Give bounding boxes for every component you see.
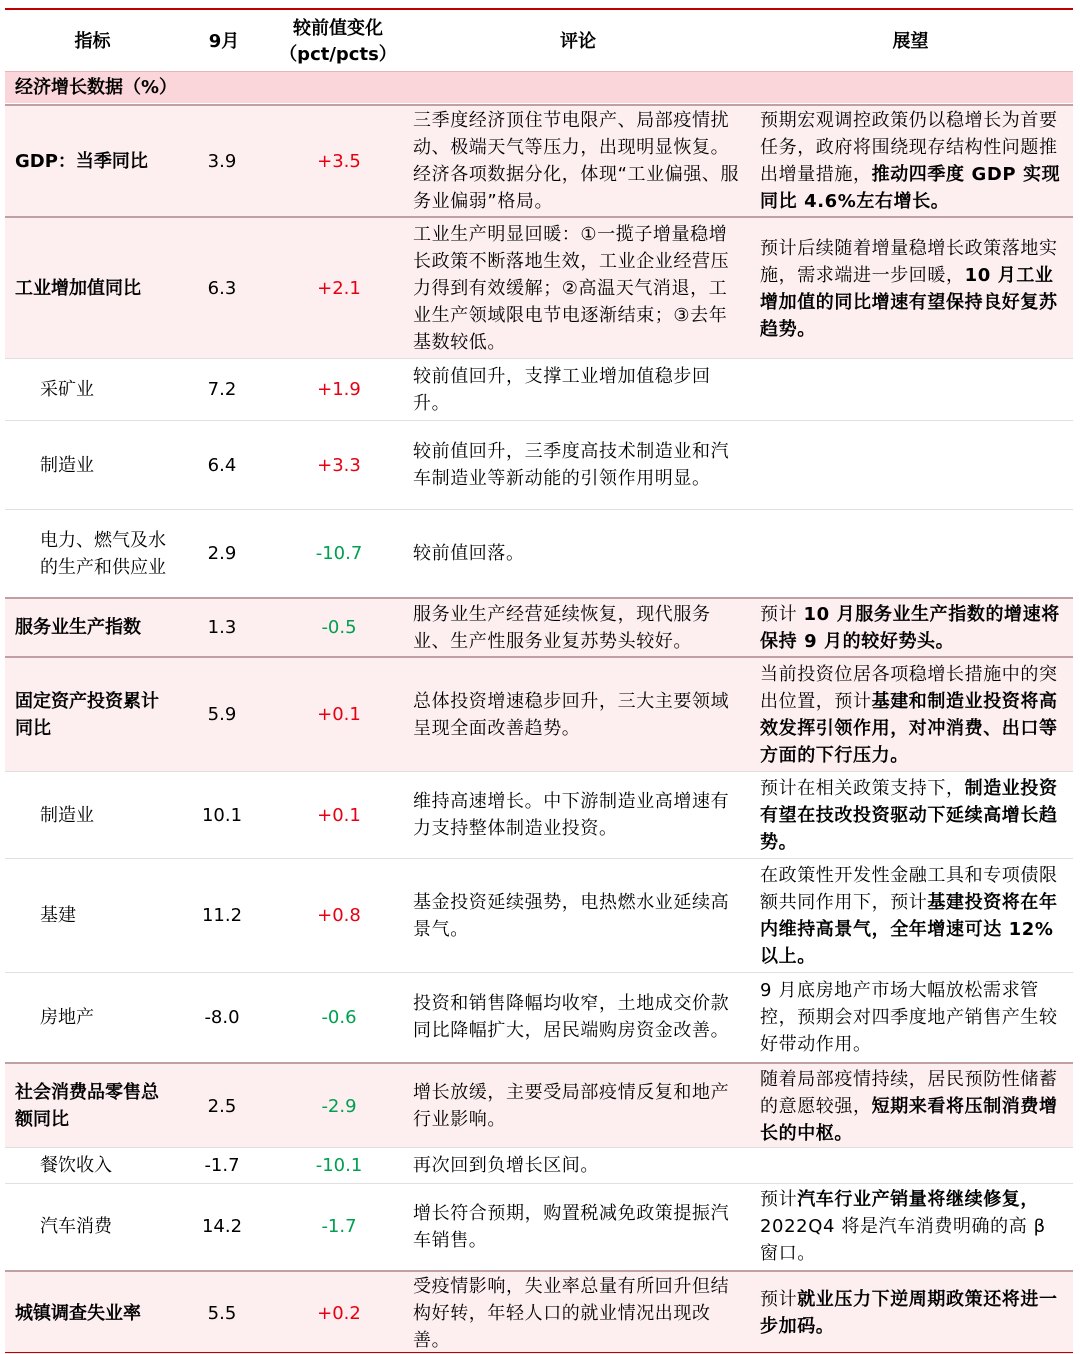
table-row [5, 1062, 1073, 1148]
table-header [5, 8, 1073, 73]
indicator-change: +1.9 [317, 379, 361, 400]
outlook-emphasis: 10 月工业增加值的同比增速有望保持良好复苏趋势。 [760, 264, 1058, 340]
table-row [5, 858, 1073, 972]
comment-text: 增长符合预期，购置税减免政策提振汽车销售。 [413, 1202, 730, 1251]
outlook-text [760, 106, 1070, 216]
outlook-text [760, 658, 1070, 771]
outlook-part: 预计 [760, 1189, 798, 1210]
indicator-name: 固定资产投资累计同比 [15, 690, 159, 739]
indicator-change: -2.9 [321, 1095, 357, 1117]
outlook-emphasis: 推动四季度 GDP 实现同比 4.6%左右增长。 [760, 164, 1061, 212]
header-indicator: 指标 [74, 30, 111, 52]
indicator-change: -1.7 [321, 1216, 357, 1237]
outlook-text [760, 218, 1070, 359]
indicator-change: -10.1 [315, 1155, 363, 1176]
comment-text: 再次回到负增长区间。 [413, 1155, 599, 1176]
indicator-value: -1.7 [204, 1155, 240, 1176]
comment-text: 受疫情影响，失业率总量有所回升但结构好转，年轻人口的就业情况出现改善。 [413, 1275, 730, 1351]
comment-text: 较前值回升，支撑工业增加值稳步回升。 [413, 365, 711, 414]
indicator-change: +0.2 [317, 1302, 361, 1324]
table-row [5, 597, 1073, 656]
indicator-change: +0.1 [317, 804, 361, 826]
indicator-value: 6.4 [207, 454, 237, 476]
outlook-text [760, 1272, 1070, 1354]
indicator-name: 房地产 [40, 1006, 94, 1028]
table-row [5, 358, 1073, 420]
table-row [5, 509, 1073, 597]
header-change-line1: 较前值变化 [293, 17, 383, 39]
comment-text: 维持高速增长。中下游制造业高增速有力支持整体制造业投资。 [413, 791, 730, 839]
outlook-emphasis: 短期来看将压制消费增长的中枢。 [760, 1095, 1058, 1144]
outlook-text [760, 859, 1070, 972]
indicator-name: 采矿业 [40, 379, 94, 400]
outlook-part: 9 月底房地产市场大幅放松需求管控，预期会对四季度地产销售产生较好带动作用。 [760, 979, 1058, 1055]
header-comment: 评论 [560, 30, 596, 52]
indicator-name: GDP：当季同比 [15, 150, 148, 172]
indicator-name: 电力、燃气及水的生产和供应业 [40, 529, 166, 578]
table-row [5, 771, 1073, 858]
comment-text: 工业生产明显回暖：①一揽子增量稳增长政策不断落地生效，工业企业经营压力得到有效缓解；②高温天气消退，工业生产领域限电节电逐渐结束；③去年基数较低。 [413, 224, 730, 353]
comment-text: 增长放缓，主要受局部疫情反复和地产行业影响。 [413, 1082, 730, 1130]
indicator-name: 服务业生产指数 [15, 617, 141, 638]
header-change [268, 10, 408, 73]
outlook-part: 预计 [760, 603, 804, 625]
section-title: 经济增长数据（%） [5, 71, 1073, 103]
indicator-change: +0.8 [317, 905, 361, 926]
outlook-emphasis: 制造业投资有望在技改投资驱动下延续高增长趋势。 [760, 777, 1058, 853]
indicator-value: 5.9 [207, 704, 237, 725]
indicator-name: 基建 [40, 905, 76, 926]
outlook-text [760, 599, 1070, 656]
table-row [5, 656, 1073, 771]
outlook-emphasis: 就业压力下逆周期政策还将进一步加码。 [760, 1289, 1058, 1337]
outlook-emphasis: 汽车行业产销量将继续修复， [797, 1189, 1040, 1210]
header-month: 9月 [208, 30, 240, 52]
comment-text: 投资和销售降幅均收窄，土地成交价款同比降幅扩大，居民端购房资金改善。 [413, 993, 730, 1041]
table-row [5, 1147, 1073, 1183]
outlook-emphasis: 基建和制造业投资将高效发挥引领作用，对冲消费、出口等方面的下行压力。 [760, 690, 1058, 766]
header-outlook: 展望 [892, 30, 929, 52]
outlook-part: 预计在相关政策支持下， [760, 777, 965, 799]
indicator-value: 11.2 [201, 905, 243, 926]
indicator-value: 2.5 [207, 1095, 237, 1117]
indicator-value: 10.1 [201, 804, 243, 826]
comment-text: 服务业生产经营延续恢复，现代服务业、生产性服务业复苏势头较好。 [413, 603, 711, 652]
indicator-value: 2.9 [207, 543, 237, 564]
comment-text: 较前值回升，三季度高技术制造业和汽车制造业等新动能的引领作用明显。 [413, 441, 730, 489]
outlook-text [760, 1064, 1070, 1148]
outlook-part: 预期宏观调控政策仍以稳增长为首要任务，政府将围绕现存结构性问题推出增量措施， [760, 110, 1058, 185]
indicator-change: -0.6 [321, 1006, 357, 1028]
comment-text: 基金投资延续强势，电热燃水业延续高景气。 [413, 891, 730, 940]
indicator-change: +3.3 [317, 454, 361, 476]
comment-text: 总体投资增速稳步回升，三大主要领域呈现全面改善趋势。 [413, 690, 730, 739]
indicator-value: 6.3 [207, 278, 237, 299]
table-row [5, 104, 1073, 216]
comment-text: 三季度经济顶住节电限产、局部疫情扰动、极端天气等压力，出现明显恢复。经济各项数据分化，体现“工业偏强、服务业偏弱”格局。 [413, 110, 740, 212]
outlook-text [760, 973, 1070, 1061]
indicator-change: +3.5 [317, 150, 361, 172]
indicator-name: 城镇调查失业率 [15, 1302, 141, 1324]
outlook-emphasis: 10 月服务业生产指数的增速将保持 9 月的较好势头。 [760, 603, 1060, 652]
outlook-part: 在政策性开发性金融工具和专项债限额共同作用下，预计 [760, 864, 1058, 913]
indicator-name: 制造业 [40, 804, 94, 826]
table-row [5, 1183, 1073, 1269]
indicator-name: 汽车消费 [40, 1216, 112, 1237]
indicator-change: +2.1 [317, 278, 361, 299]
indicator-change: +0.1 [317, 704, 361, 725]
outlook-part: 当前投资位居各项稳增长措施中的突出位置，预计 [760, 663, 1058, 712]
indicator-name: 工业增加值同比 [15, 278, 141, 299]
indicator-name: 社会消费品零售总额同比 [15, 1082, 159, 1130]
outlook-part: 随着局部疫情持续，居民预防性储蓄的意愿较强， [760, 1068, 1058, 1117]
indicator-value: -8.0 [204, 1006, 240, 1028]
comment-text: 较前值回落。 [413, 543, 525, 564]
outlook-part: 2022Q4 将是汽车消费明确的高 β 窗口。 [760, 1216, 1046, 1264]
table-row [5, 216, 1073, 359]
outlook-part: 预计后续随着增量稳增长政策落地实施，需求端进一步回暖， [760, 237, 1058, 286]
indicator-name: 餐饮收入 [40, 1155, 112, 1176]
table-row [5, 420, 1073, 509]
table-row [5, 972, 1073, 1061]
indicator-value: 1.3 [207, 617, 237, 638]
indicator-value: 5.5 [207, 1302, 237, 1324]
indicator-change: -10.7 [315, 543, 363, 564]
indicator-value: 7.2 [207, 379, 237, 400]
outlook-emphasis: 基建投资将在年内维持高景气，全年增速可达 12%以上。 [760, 891, 1058, 967]
outlook-text [760, 1184, 1070, 1269]
indicator-value: 3.9 [207, 150, 237, 172]
table-row [5, 1270, 1073, 1354]
indicator-name: 制造业 [40, 454, 94, 476]
outlook-text [760, 772, 1070, 858]
outlook-part: 预计 [760, 1289, 798, 1310]
indicator-change: -0.5 [321, 617, 357, 638]
header-change-line2: （pct/pcts） [279, 43, 397, 65]
indicator-value: 14.2 [201, 1216, 243, 1237]
